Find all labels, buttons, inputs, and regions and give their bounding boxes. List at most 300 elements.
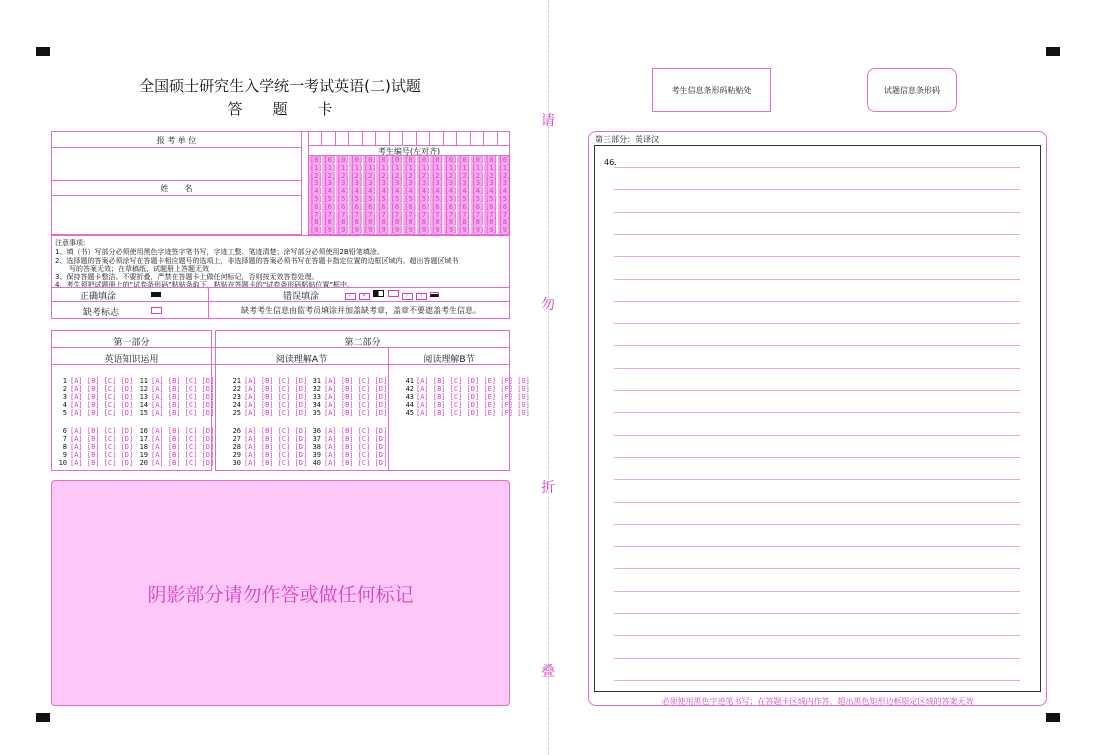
id-digit-bubble[interactable]: [3]: [444, 179, 458, 188]
id-digit-bubble[interactable]: [6]: [431, 202, 444, 211]
answer-options[interactable]: [A] [B] [C] [D]: [324, 443, 388, 451]
answer-options[interactable]: [A] [B] [C] [D]: [151, 459, 215, 467]
notes-item-4: 3、保持答题卡整洁、不要折叠，严禁在答题卡上做任何标记，否则按无效答卷处理。: [55, 273, 319, 281]
id-digit-bubble[interactable]: [9]: [444, 226, 458, 235]
id-digit-bubble[interactable]: [0]: [336, 156, 350, 164]
id-digit-bubble[interactable]: [2]: [377, 171, 390, 180]
id-digit-bubble[interactable]: [3]: [323, 179, 337, 188]
id-write-cell-divider: [497, 131, 498, 145]
id-digit-bubble[interactable]: [4]: [404, 187, 417, 196]
id-digit-bubble[interactable]: [1]: [498, 163, 512, 172]
question-number: 21: [232, 377, 241, 385]
id-digit-bubble[interactable]: [9]: [485, 226, 498, 235]
answer-options[interactable]: [A] [B] [C] [D]: [244, 393, 308, 401]
id-digit-bubble[interactable]: [8]: [323, 218, 337, 227]
question-number: 29: [232, 451, 241, 459]
id-digit-bubble[interactable]: [4]: [350, 187, 364, 196]
answer-options[interactable]: [A] [B] [C] [D]: [70, 451, 134, 459]
question-number: 15: [139, 409, 148, 417]
writing-line: [614, 680, 1020, 681]
id-digit-bubble[interactable]: [0]: [431, 156, 444, 164]
id-digit-bubble[interactable]: [3]: [417, 179, 431, 188]
id-write-cell-divider: [429, 131, 430, 145]
question-number: 38: [312, 443, 321, 451]
id-digit-bubble[interactable]: [2]: [498, 171, 512, 180]
id-digit-bubble[interactable]: [6]: [390, 202, 404, 211]
student-barcode-label: 考生信息条形码粘贴处: [671, 85, 752, 95]
notes-item-1: 1、填（书）写部分必须使用黑色字迹签字笔书写，字迹工整、笔迹清楚；涂写部分必须使用2B铅笔填涂。: [55, 248, 384, 256]
writing-line: [614, 189, 1020, 190]
name-label: 姓 名: [160, 184, 193, 193]
answer-options[interactable]: [A] [B] [C] [D]: [70, 385, 134, 393]
id-digit-bubble[interactable]: [6]: [458, 202, 471, 211]
id-write-cell-divider: [335, 131, 336, 145]
question-number: 37: [312, 435, 321, 443]
shaded-text: 阴影部分请勿作答或做任何标记: [147, 583, 414, 606]
question-number: 2: [62, 385, 67, 393]
correct-fill-label: 正确填涂: [80, 292, 117, 302]
writing-line: [614, 167, 1020, 168]
id-digit-bubble[interactable]: [7]: [310, 210, 323, 219]
answer-options[interactable]: [A] [B] [C] [D]: [324, 451, 388, 459]
answer-options[interactable]: [A] [B] [C] [D]: [244, 385, 308, 393]
exam-barcode-label: 试题信息条形码: [884, 85, 940, 95]
id-digit-bubble[interactable]: [8]: [390, 218, 404, 227]
id-digit-bubble[interactable]: [7]: [377, 210, 390, 219]
answer-options[interactable]: [A] [B] [C] [D]: [70, 427, 134, 435]
id-digit-bubble[interactable]: [0]: [323, 156, 337, 164]
id-digit-bubble[interactable]: [4]: [417, 187, 431, 196]
id-digit-bubble[interactable]: [4]: [498, 187, 512, 196]
id-digit-bubble[interactable]: [1]: [336, 163, 350, 172]
id-digit-bubble[interactable]: [6]: [323, 202, 337, 211]
question-number: 14: [139, 401, 148, 409]
fold-text-3: 折: [541, 480, 555, 496]
id-digit-bubble[interactable]: [6]: [417, 202, 431, 211]
answer-options[interactable]: [A] [B] [C] [D]: [70, 459, 134, 467]
answer-options[interactable]: [A] [B] [C] [D]: [151, 385, 215, 393]
id-digit-bubble[interactable]: [6]: [471, 202, 485, 211]
id-digit-bubble[interactable]: [9]: [363, 226, 377, 235]
answer-options[interactable]: [A] [B] [C] [D] [E] [F] [G]: [416, 409, 530, 417]
id-digit-bubble[interactable]: [5]: [363, 195, 377, 203]
id-digit-bubble[interactable]: [2]: [458, 171, 471, 180]
question-number: 17: [139, 435, 148, 443]
id-digit-bubble[interactable]: [1]: [350, 163, 364, 172]
answer-options[interactable]: [A] [B] [C] [D]: [151, 409, 215, 417]
question-number: 34: [312, 401, 321, 409]
question-number: 3: [62, 393, 67, 401]
shaded-area: [51, 480, 510, 706]
id-label: 考生编号(左对齐): [377, 147, 441, 156]
id-digit-bubble[interactable]: [1]: [323, 163, 337, 172]
id-digit-bubble[interactable]: [5]: [336, 195, 350, 203]
id-digit-bubble[interactable]: [0]: [390, 156, 404, 164]
question-number: 11: [139, 377, 148, 385]
id-digit-bubble[interactable]: [3]: [336, 179, 350, 188]
writing-line: [614, 546, 1020, 547]
id-digit-bubble[interactable]: [5]: [485, 195, 498, 203]
writing-line: [614, 435, 1020, 436]
id-digit-bubble[interactable]: [4]: [471, 187, 485, 196]
notes-item-5: 4、考生须把试题册上的“试卷条形码”粘贴条取下，粘贴在答题卡的“试卷条形码粘贴位置”框中。: [55, 281, 354, 289]
id-digit-bubble[interactable]: [5]: [431, 195, 444, 203]
writing-line: [614, 613, 1020, 614]
id-digit-bubble[interactable]: [2]: [350, 171, 364, 180]
id-digit-bubble[interactable]: [8]: [350, 218, 364, 227]
question-number: 41: [405, 377, 414, 385]
id-digit-bubble[interactable]: [2]: [417, 171, 431, 180]
id-write-cell-divider: [348, 131, 349, 145]
id-digit-bubble[interactable]: [6]: [350, 202, 364, 211]
id-digit-bubble[interactable]: [1]: [444, 163, 458, 172]
id-digit-bubble[interactable]: [2]: [323, 171, 337, 180]
id-digit-bubble[interactable]: [6]: [336, 202, 350, 211]
question-number: 27: [232, 435, 241, 443]
id-digit-bubble[interactable]: [3]: [498, 179, 512, 188]
writing-line: [614, 279, 1020, 280]
question-number: 6: [62, 427, 67, 435]
answer-options[interactable]: [A] [B] [C] [D]: [151, 401, 215, 409]
id-digit-bubble[interactable]: [8]: [444, 218, 458, 227]
answer-options[interactable]: [A] [B] [C] [D]: [324, 435, 388, 443]
writing-line: [614, 368, 1020, 369]
id-digit-bubble[interactable]: [5]: [323, 195, 337, 203]
id-digit-bubble[interactable]: [5]: [377, 195, 390, 203]
id-digit-bubble[interactable]: [7]: [363, 210, 377, 219]
question-number: 5: [62, 409, 67, 417]
id-digit-bubble[interactable]: [7]: [336, 210, 350, 219]
id-digit-bubble[interactable]: [9]: [471, 226, 485, 235]
id-digit-bubble[interactable]: [3]: [431, 179, 444, 188]
answer-options[interactable]: [A] [B] [C] [D]: [151, 393, 215, 401]
answer-options[interactable]: [A] [B] [C] [D] [E] [F] [G]: [416, 385, 530, 393]
id-digit-bubble[interactable]: [9]: [323, 226, 337, 235]
id-digit-bubble[interactable]: [4]: [390, 187, 404, 196]
id-digit-bubble[interactable]: [7]: [404, 210, 417, 219]
writing-line: [614, 502, 1020, 503]
part2-subB: 阅读理解B节: [423, 355, 475, 365]
id-digit-bubble[interactable]: [9]: [377, 226, 390, 235]
writing-line: [614, 457, 1020, 458]
answer-options[interactable]: [A] [B] [C] [D]: [70, 409, 134, 417]
answer-options[interactable]: [A] [B] [C] [D]: [244, 409, 308, 417]
id-digit-bubble[interactable]: [3]: [390, 179, 404, 188]
id-digit-bubble[interactable]: [8]: [417, 218, 431, 227]
id-digit-bubble[interactable]: [1]: [377, 163, 390, 172]
id-digit-bubble[interactable]: [1]: [310, 163, 323, 172]
id-digit-bubble[interactable]: [5]: [404, 195, 417, 203]
id-digit-bubble[interactable]: [4]: [431, 187, 444, 196]
id-digit-bubble[interactable]: [5]: [350, 195, 364, 203]
id-digit-bubble[interactable]: [0]: [363, 156, 377, 164]
question-number: 4: [62, 401, 67, 409]
id-digit-bubble[interactable]: [5]: [444, 195, 458, 203]
unit-label: 报 考 单 位: [156, 136, 197, 145]
id-digit-bubble[interactable]: [9]: [431, 226, 444, 235]
notes-heading: 注意事项:: [55, 239, 86, 247]
absent-checkbox[interactable]: [151, 307, 162, 314]
id-digit-bubble[interactable]: [2]: [310, 171, 323, 180]
id-digit-bubble[interactable]: [4]: [458, 187, 471, 196]
question-number: 26: [232, 427, 241, 435]
id-digit-bubble[interactable]: [1]: [404, 163, 417, 172]
part3-writing-frame[interactable]: [594, 145, 1041, 692]
answer-options[interactable]: [A] [B] [C] [D]: [324, 401, 388, 409]
answer-options[interactable]: [A] [B] [C] [D]: [324, 459, 388, 467]
id-digit-bubble[interactable]: [7]: [350, 210, 364, 219]
fold-text-1: 请: [541, 113, 555, 129]
id-digit-bubble[interactable]: [2]: [336, 171, 350, 180]
answer-options[interactable]: [A] [B] [C] [D]: [244, 401, 308, 409]
id-digit-bubble[interactable]: [6]: [404, 202, 417, 211]
id-digit-bubble[interactable]: [1]: [363, 163, 377, 172]
part2-heading: 第二部分: [344, 338, 381, 348]
id-digit-bubble[interactable]: [1]: [417, 163, 431, 172]
question-number: 9: [62, 451, 67, 459]
answer-options[interactable]: [A] [B] [C] [D]: [244, 459, 308, 467]
answer-options[interactable]: [A] [B] [C] [D]: [324, 377, 388, 385]
question-number: 28: [232, 443, 241, 451]
answer-options[interactable]: [A] [B] [C] [D]: [244, 435, 308, 443]
id-digit-bubble[interactable]: [4]: [323, 187, 337, 196]
id-digit-bubble[interactable]: [3]: [363, 179, 377, 188]
question-number: 19: [139, 451, 148, 459]
id-digit-bubble[interactable]: [5]: [498, 195, 512, 203]
question-number: 31: [312, 377, 321, 385]
id-digit-bubble[interactable]: [1]: [390, 163, 404, 172]
writing-line: [614, 412, 1020, 413]
id-write-cell-divider: [456, 131, 457, 145]
answer-options[interactable]: [A] [B] [C] [D]: [244, 377, 308, 385]
id-digit-bubble[interactable]: [4]: [336, 187, 350, 196]
writing-line: [614, 479, 1020, 480]
id-digit-bubble[interactable]: [2]: [390, 171, 404, 180]
question-number: 40: [312, 459, 321, 467]
answer-options[interactable]: [A] [B] [C] [D]: [70, 401, 134, 409]
id-write-cell-divider: [321, 131, 322, 145]
answer-options[interactable]: [A] [B] [C] [D]: [244, 443, 308, 451]
answer-options[interactable]: [A] [B] [C] [D]: [324, 393, 388, 401]
writing-line: [614, 212, 1020, 213]
id-digit-bubble[interactable]: [5]: [458, 195, 471, 203]
id-digit-bubble[interactable]: [1]: [458, 163, 471, 172]
id-digit-bubble[interactable]: [2]: [363, 171, 377, 180]
question-number: 1: [62, 377, 67, 385]
wrong-fill-samples: ✓ ✕ / \: [345, 290, 439, 300]
id-digit-bubble[interactable]: [3]: [471, 179, 485, 188]
id-digit-bubble[interactable]: [0]: [444, 156, 458, 164]
id-digit-bubble[interactable]: [4]: [485, 187, 498, 196]
question-number: 10: [58, 459, 67, 467]
id-digit-bubble[interactable]: [9]: [498, 226, 512, 235]
id-digit-bubble[interactable]: [2]: [471, 171, 485, 180]
id-digit-bubble[interactable]: [7]: [498, 210, 512, 219]
id-digit-bubble[interactable]: [7]: [471, 210, 485, 219]
id-digit-bubble[interactable]: [8]: [336, 218, 350, 227]
id-digit-bubble[interactable]: [3]: [310, 179, 323, 188]
answer-options[interactable]: [A] [B] [C] [D]: [324, 385, 388, 393]
id-digit-bubble[interactable]: [8]: [377, 218, 390, 227]
id-digit-bubble[interactable]: [3]: [377, 179, 390, 188]
id-digit-bubble[interactable]: [0]: [417, 156, 431, 164]
answer-options[interactable]: [A] [B] [C] [D]: [151, 435, 215, 443]
writing-line: [614, 301, 1020, 302]
id-digit-bubble[interactable]: [9]: [458, 226, 471, 235]
id-digit-bubble[interactable]: [3]: [485, 179, 498, 188]
id-digit-bubble[interactable]: [8]: [363, 218, 377, 227]
id-digit-bubble[interactable]: [7]: [444, 210, 458, 219]
id-digit-bubble[interactable]: [3]: [458, 179, 471, 188]
writing-line: [614, 345, 1020, 346]
answer-options[interactable]: [A] [B] [C] [D]: [244, 451, 308, 459]
id-digit-bubble[interactable]: [7]: [458, 210, 471, 219]
answer-options[interactable]: [A] [B] [C] [D]: [70, 393, 134, 401]
id-digit-bubble[interactable]: [2]: [485, 171, 498, 180]
id-digit-bubble[interactable]: [0]: [471, 156, 485, 164]
part3-heading: 第三部分：英译汉: [595, 135, 659, 144]
id-digit-bubble[interactable]: [8]: [310, 218, 323, 227]
question-46-number: 46.: [604, 158, 617, 167]
writing-line: [614, 568, 1020, 569]
id-digit-bubble[interactable]: [6]: [363, 202, 377, 211]
writing-line: [614, 658, 1020, 659]
id-digit-bubble[interactable]: [4]: [444, 187, 458, 196]
question-number: 18: [139, 443, 148, 451]
id-write-cell-divider: [470, 131, 471, 145]
id-digit-bubble[interactable]: [8]: [458, 218, 471, 227]
question-number: 20: [139, 459, 148, 467]
question-number: 45: [405, 409, 414, 417]
id-digit-bubble[interactable]: [9]: [390, 226, 404, 235]
registration-mark-top-right: [1046, 47, 1060, 56]
id-digit-bubble[interactable]: [2]: [404, 171, 417, 180]
answer-options[interactable]: [A] [B] [C] [D]: [151, 427, 215, 435]
id-digit-bubble[interactable]: [7]: [390, 210, 404, 219]
id-digit-bubble[interactable]: [4]: [363, 187, 377, 196]
id-write-cell-divider: [375, 131, 376, 145]
id-digit-bubble[interactable]: [2]: [444, 171, 458, 180]
question-number: 43: [405, 393, 414, 401]
id-digit-bubble[interactable]: [7]: [417, 210, 431, 219]
answer-options[interactable]: [A] [B] [C] [D] [E] [F] [G]: [416, 377, 530, 385]
writing-line: [614, 390, 1020, 391]
student-barcode-box: [652, 68, 771, 112]
writing-line: [614, 323, 1020, 324]
registration-mark-bottom-right: [1046, 713, 1060, 722]
id-digit-bubble[interactable]: [9]: [336, 226, 350, 235]
id-digit-bubble[interactable]: [4]: [377, 187, 390, 196]
part1-heading: 第一部分: [113, 338, 150, 348]
part1-sub: 英语知识运用: [104, 355, 159, 365]
question-number: 44: [405, 401, 414, 409]
id-digit-bubble[interactable]: [4]: [310, 187, 323, 196]
id-digit-bubble[interactable]: [8]: [404, 218, 417, 227]
id-digit-bubble[interactable]: [5]: [390, 195, 404, 203]
id-digit-bubble[interactable]: [7]: [323, 210, 337, 219]
id-digit-bubble[interactable]: [0]: [377, 156, 390, 164]
answer-options[interactable]: [A] [B] [C] [D]: [70, 443, 134, 451]
answer-options[interactable]: [A] [B] [C] [D]: [151, 443, 215, 451]
id-digit-bubble[interactable]: [6]: [485, 202, 498, 211]
answer-options[interactable]: [A] [B] [C] [D]: [70, 377, 134, 385]
id-digit-bubble[interactable]: [0]: [485, 156, 498, 164]
id-digit-bubble[interactable]: [8]: [498, 218, 512, 227]
id-digit-bubble[interactable]: [8]: [431, 218, 444, 227]
writing-line: [614, 234, 1020, 235]
id-write-cell-divider: [362, 131, 363, 145]
id-digit-bubble[interactable]: [1]: [485, 163, 498, 172]
answer-options[interactable]: [A] [B] [C] [D]: [151, 451, 215, 459]
id-digit-bubble[interactable]: [0]: [350, 156, 364, 164]
exam-barcode-box: [867, 68, 957, 112]
id-digit-bubble[interactable]: [9]: [417, 226, 431, 235]
id-digit-bubble[interactable]: [6]: [310, 202, 323, 211]
id-digit-bubble[interactable]: [6]: [498, 202, 512, 211]
question-number: 23: [232, 393, 241, 401]
answer-options[interactable]: [A] [B] [C] [D] [E] [F] [G]: [416, 401, 530, 409]
id-digit-bubble[interactable]: [8]: [471, 218, 485, 227]
question-number: 7: [62, 435, 67, 443]
answer-options[interactable]: [A] [B] [C] [D]: [151, 377, 215, 385]
id-digit-bubble[interactable]: [6]: [444, 202, 458, 211]
notes-item-2: 2、选择题的答案必须涂写在答题卡相应题号的选项上，非选择题的答案必须书写在答题卡指定位置的边框区域内。超出答题区域书: [55, 257, 459, 265]
answer-options[interactable]: [A] [B] [C] [D]: [244, 427, 308, 435]
writing-line: [614, 591, 1020, 592]
answer-options[interactable]: [A] [B] [C] [D]: [70, 435, 134, 443]
registration-mark-top-left: [36, 47, 50, 56]
id-digit-bubble[interactable]: [5]: [310, 195, 323, 203]
id-digit-bubble[interactable]: [3]: [404, 179, 417, 188]
id-digit-bubble[interactable]: [0]: [498, 156, 512, 164]
answer-options[interactable]: [A] [B] [C] [D]: [324, 427, 388, 435]
writing-line: [614, 256, 1020, 257]
id-digit-bubble[interactable]: [1]: [471, 163, 485, 172]
correct-fill-sample: [151, 292, 161, 297]
question-number: 25: [232, 409, 241, 417]
question-number: 16: [139, 427, 148, 435]
question-number: 32: [312, 385, 321, 393]
notes-item-3: 写的答案无效；在草稿纸、试题册上答题无效: [55, 265, 209, 273]
id-digit-bubble[interactable]: [0]: [404, 156, 417, 164]
id-digit-bubble[interactable]: [7]: [431, 210, 444, 219]
id-digit-bubble[interactable]: [5]: [471, 195, 485, 203]
id-write-cell-divider: [483, 131, 484, 145]
id-digit-bubble[interactable]: [6]: [377, 202, 390, 211]
absent-label: 缺考标志: [83, 308, 120, 318]
id-digit-bubble[interactable]: [5]: [417, 195, 431, 203]
id-digit-bubble[interactable]: [9]: [350, 226, 364, 235]
question-number: 13: [139, 393, 148, 401]
answer-options[interactable]: [A] [B] [C] [D]: [324, 409, 388, 417]
id-digit-bubble[interactable]: [1]: [431, 163, 444, 172]
id-digit-bubble[interactable]: [9]: [404, 226, 417, 235]
registration-mark-bottom-left: [36, 713, 50, 722]
id-digit-bubble[interactable]: [2]: [431, 171, 444, 180]
fold-text-4: 叠: [541, 664, 555, 680]
id-digit-bubble[interactable]: [0]: [458, 156, 471, 164]
id-digit-bubble[interactable]: [3]: [350, 179, 364, 188]
question-number: 8: [62, 443, 67, 451]
id-digit-bubble[interactable]: [0]: [310, 156, 323, 164]
answer-options[interactable]: [A] [B] [C] [D] [E] [F] [G]: [416, 393, 530, 401]
id-digit-bubble[interactable]: [7]: [485, 210, 498, 219]
id-write-cell-divider: [402, 131, 403, 145]
fold-text-2: 勿: [541, 297, 555, 313]
id-write-cell-divider: [443, 131, 444, 145]
id-digit-bubble[interactable]: [8]: [485, 218, 498, 227]
id-digit-bubble[interactable]: [9]: [310, 226, 323, 235]
